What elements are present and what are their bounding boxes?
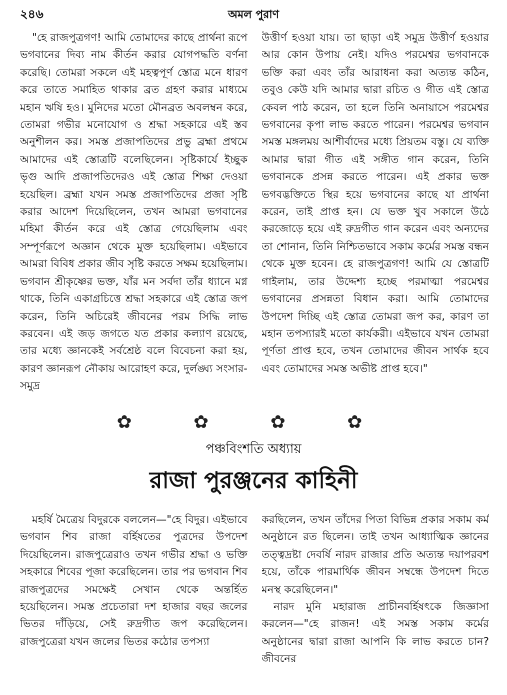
bottom-left-paragraph: মহর্ষি মৈত্রেয় বিদুরকে বললেন—"হে বিদুর। এইভাবে ভগবান শিব রাজা বর্হিষতের পুত্রদের উপদেশ দিয়েছিলেন। রাজপুত্রেরাও তখন গভীর শ্রদ্ধা ও ভক্তি সহকারে শিবের পূজা করেছিলেন। তার পর ভগবান শিব রাজপুত্রদের সমক্ষেই সেখান থেকে অন্তর্হিত হয়েছিলেন। সমস্ত প্রচেতারা দশ হাজার বছর জলের ভিতর দাঁড়িয়ে, সেই রুদ্রগীত জপ করেছিলেন। রাজপুত্রেরা যখন জলের ভিতর কঠোর তপস্যা [20,514,248,648]
chapter-title: রাজা পুরঞ্জনের কাহিনী [149,468,358,494]
bottom-text-columns [20,512,489,692]
running-title: অমল পুরাণ [227,8,280,21]
top-right-paragraph: উত্তীর্ণ হওয়া যায়। তা ছাড়া এই সমুদ্র উত্তীর্ণ হওয়ার আর কোন উপায় নেই। যদিও পরমেশ্বর ভগবানকে ভক্তি করা এবং তাঁর আরাধনা করা অত্যন্ত কঠিন, তবুও কেউ যদি আমার দ্বারা রচিত ও গীত এই স্তোত্র কেবল পাঠ করেন, তা হলে তিনি অনায়াসে পরমেশ্বর ভগবানের কৃপা লাভ করতে পারেন। পরমেশ্বর ভগবান সমস্ত মঙ্গলময় আশীর্বাদের মধ্যে প্রিয়তম বস্তু। যে ব্যক্তি আমার দ্বারা গীত এই সঙ্গীত গান করেন, তিনি ভগবানকে প্রসন্ন করতে পারেন। এই প্রকার ভক্ত ভগবদ্ভক্তিতে স্থির হয়ে ভগবানের কাছে যা প্রার্থনা করেন, তাই প্রাপ্ত হন। যে ভক্ত খুব সকালে উঠে করজোড়ে হয়ে এই রুদ্রগীত গান করেন এবং অন্যদের তা শোনান, তিনি নিশ্চিতভাবে সকাম কর্মের সমস্ত বন্ধন থেকে মুক্ত হবেন। হে রাজপুত্রগণ! আমি যে স্তোত্রটি গাইলাম, তার উদ্দেশ্য হচ্ছে পরমাত্মা পরমেশ্বর ভগবানের প্রসন্নতা বিধান করা। আমি তোমাদের উপদেশ দিচ্ছি এই স্তোত্র তোমরা জপ কর, কারণ তা মহান তপস্যারই মতো কার্যকরী। এইভাবে যখন তোমরা পূর্ণতা প্রাপ্ত হবে, তখন তোমাদের জীবন সার্থক হবে এবং তোমাদের সমস্ত অভীষ্ট প্রাপ্ত হবে।" [261,32,489,375]
page-number: ২৪৬ [20,7,44,21]
chapter-number: পঞ্চবিংশতি অধ্যায় [205,442,302,457]
top-left-paragraph: "হে রাজপুত্রগণ! আমি তোমাদের কাছে প্রার্থনা রূপে ভগবানের দিব্য নাম কীর্তন করার যোগপদ্ধতি বর্ণনা করেছি। তোমরা সকলে এই মহত্বপূর্ণ স্তোত্র মনে ধারণ করে তাতে সমাহিত থাকার ব্রত গ্রহণ করার মাধ্যমে মহান ঋষি হও। মুনিদের মতো মৌনব্রত অবলম্বন করে, তোমরা গভীর মনোযোগ ও শ্রদ্ধা সহকারে এই স্তব অনুশীলন কর। সমস্ত প্রজাপতিদের প্রভু ব্রহ্মা প্রথমে আমাদের এই স্তোত্রটি বলেছিলেন। সৃষ্টিকার্যে ইচ্ছুক ভৃগু আদি প্রজাপতিদেরও এই স্তোত্র শিক্ষা দেওয়া হয়েছিল। ব্রহ্মা যখন সমস্ত প্রজাপতিদের প্রজা সৃষ্টি করার আদেশ দিয়েছিলেন, তখন আমরা ভগবানের মহিমা কীর্তন করে এই স্তোত্র গেয়েছিলাম এবং সম্পূর্ণরূপে অজ্ঞান থেকে মুক্ত হয়েছিলাম। এইভাবে আমরা বিবিধ প্রকার জীব সৃষ্টি করতে সক্ষম হয়েছিলাম। ভগবান শ্রীকৃষ্ণের ভক্ত, যাঁর মন সর্বদা তাঁর ধ্যানে মগ্ন থাকে, তিনি একাগ্রচিত্তে শ্রদ্ধা সহকারে এই স্তোত্র জপ করেন, তিনি অচিরেই জীবনের পরম সিদ্ধি লাভ করবেন। এই জড় জগতে যত প্রকার কল্যাণ রয়েছে, তার মধ্যে জ্ঞানকেই সর্বশ্রেষ্ঠ বলে বিবেচনা করা হয়, কারণ জ্ঞানরূপ নৌকায় আরোহণ করে, দুর্লঙ্ঘ্য সংসার-সমুদ্র [20,32,248,393]
bottom-left-column [20,512,248,692]
top-right-column [262,30,490,410]
bottom-right-paragraph-1: করছিলেন, তখন তাঁদের পিতা বিভিন্ন প্রকার সকাম কর্ম অনুষ্ঠানে রত ছিলেন। তাই তখন আধ্যাত্মিক জ্ঞানের তত্ত্বদ্রষ্টা দেবর্ষি নারদ রাজার প্রতি অত্যন্ত দয়াপরবশ হয়ে, তাঁকে পারমার্থিক জীবন সম্বন্ধে উপদেশ দিতে মনস্থ করেছিলেন।" [261,514,489,596]
bottom-right-paragraph-2: নারদ মুনি মহারাজ প্রাচীনবর্হিষৎকে জিজ্ঞাসা করলেন—"হে রাজন! এই সমস্ত সকাম কর্মের অনুষ্ঠানের দ্বারা রাজা আপনি কি লাভ করতে চান? জীবনের [261,601,489,666]
page-header [20,6,487,26]
top-text-columns [20,30,489,410]
top-left-column [20,30,248,410]
ornament-divider-icon: ✿ ✿ ✿ ✿ [116,412,391,433]
bottom-right-column [262,512,490,692]
